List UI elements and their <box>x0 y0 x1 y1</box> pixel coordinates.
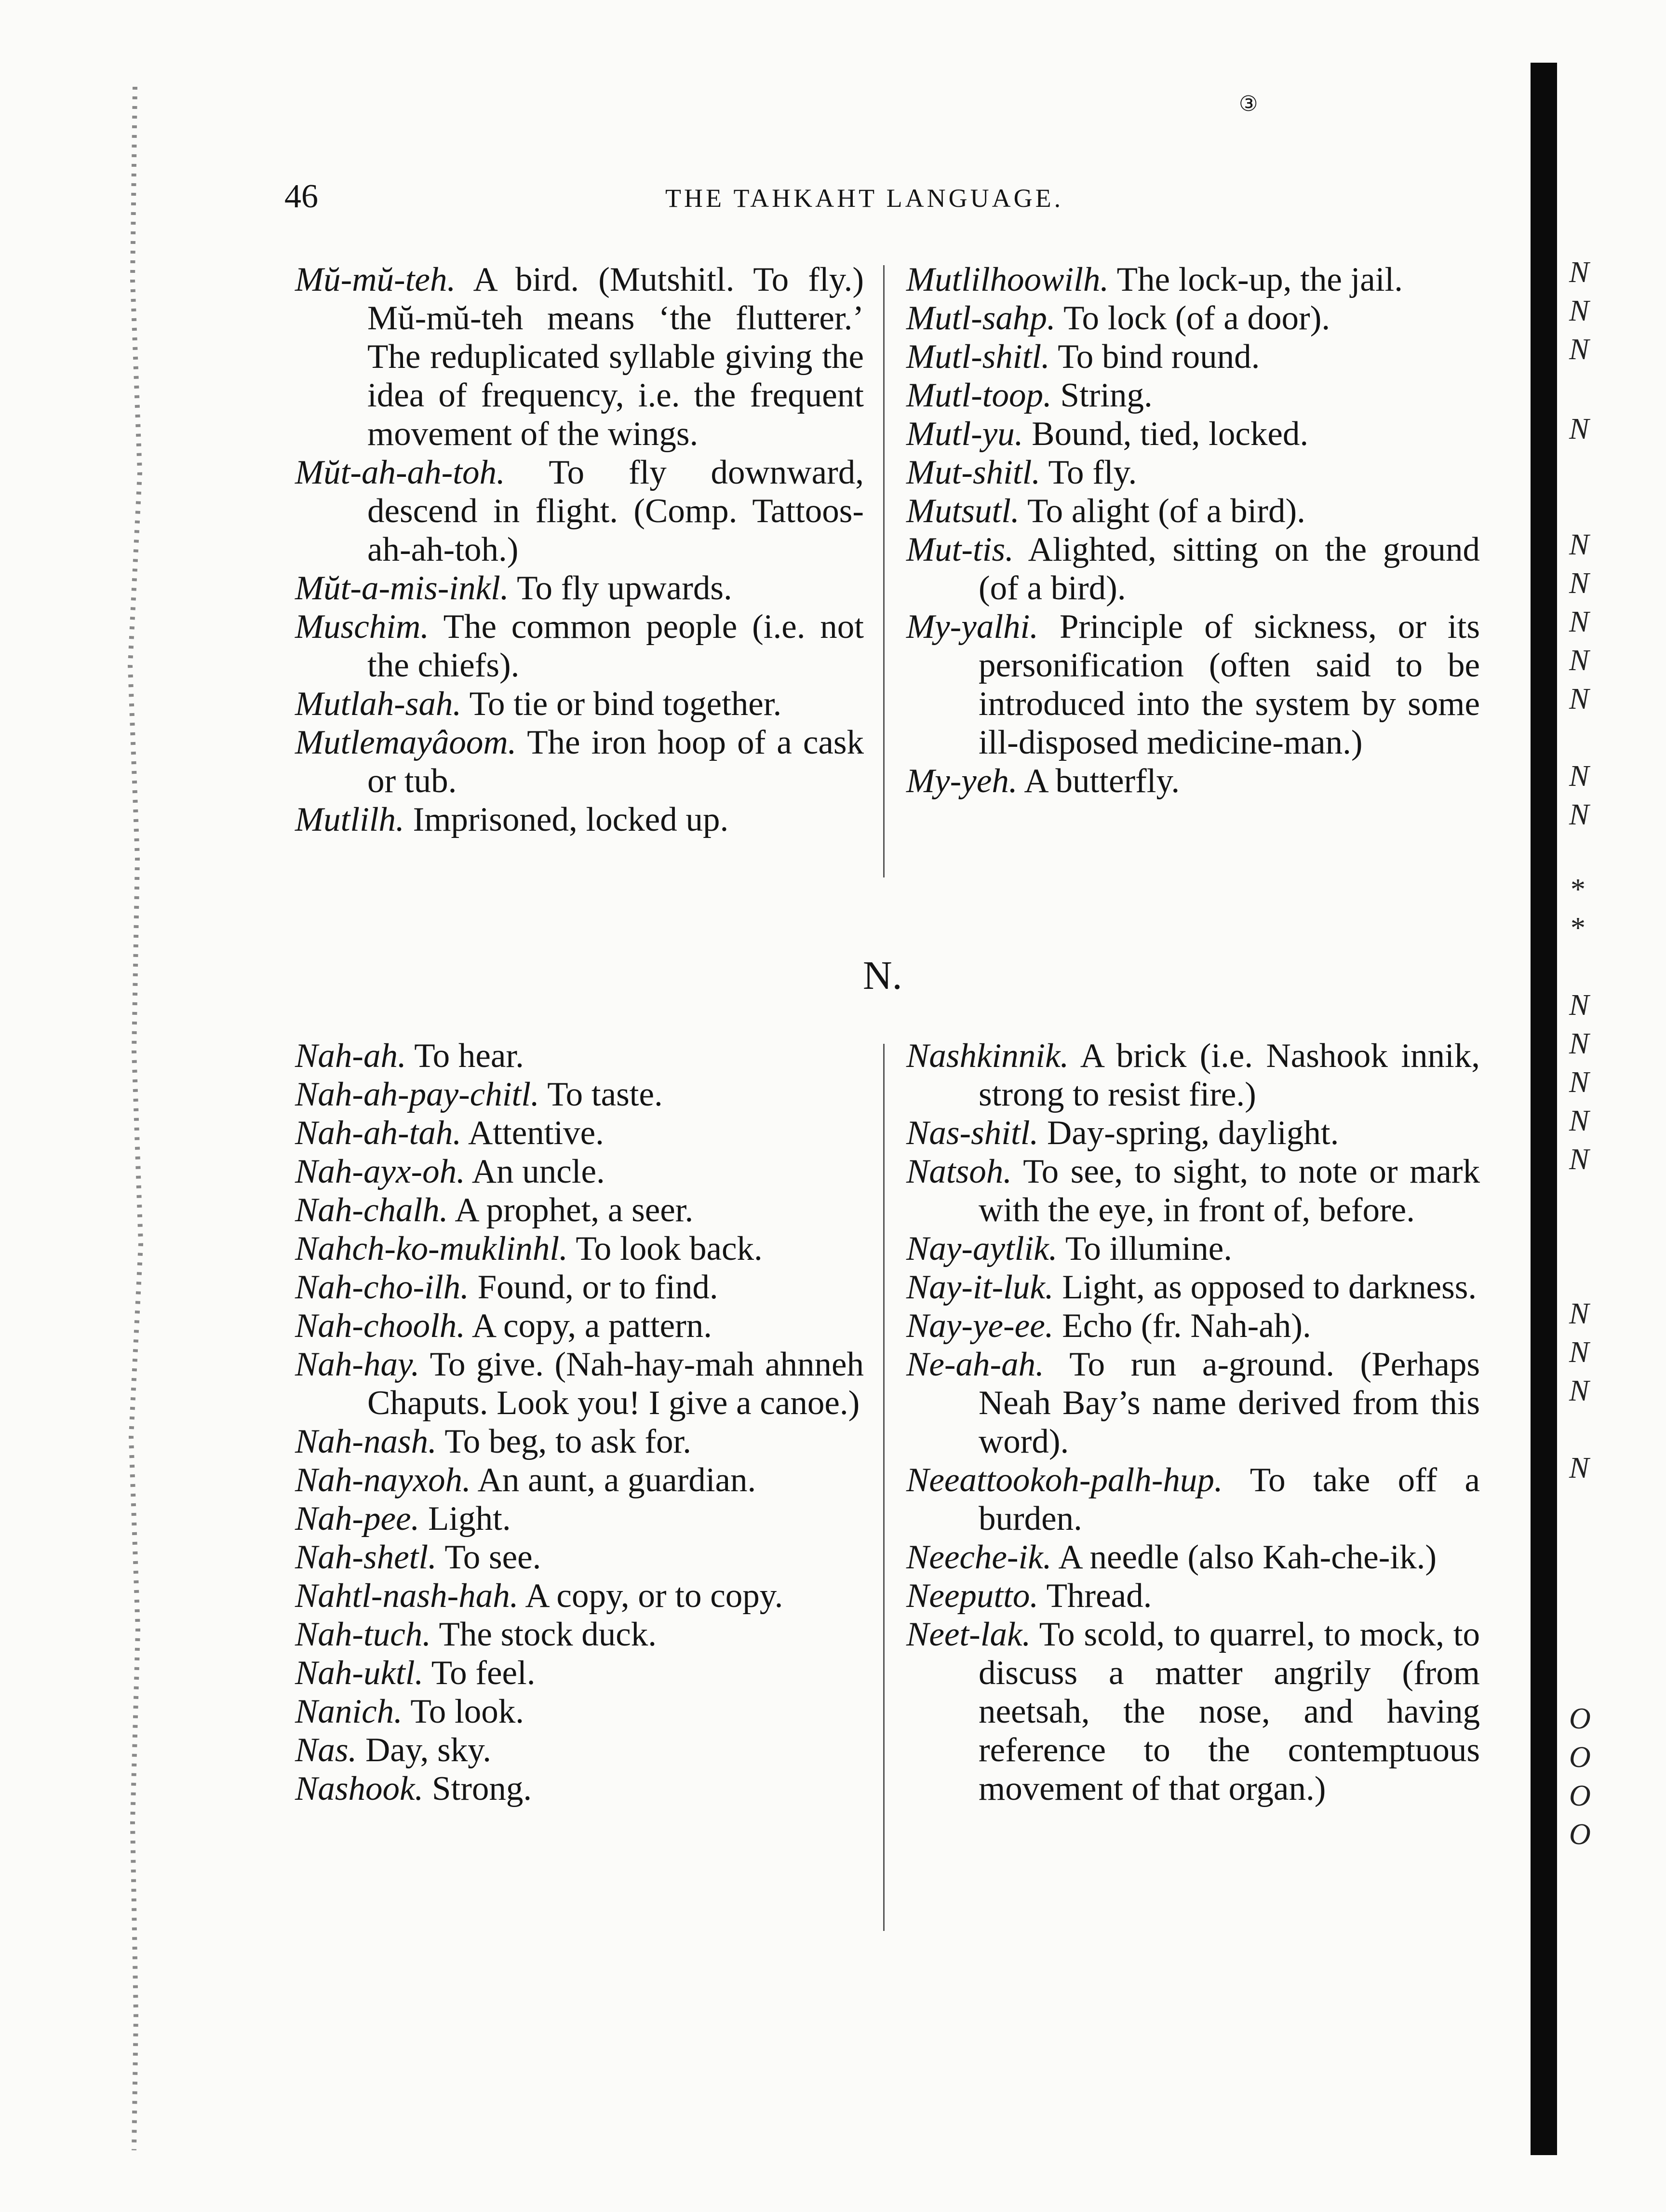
column-divider <box>883 1044 885 1931</box>
entry <box>295 569 864 607</box>
headword: Nah-cho-ilh. <box>295 1268 469 1306</box>
headword: Mut-shitl. <box>906 454 1041 491</box>
definition: Light, as opposed to darkness. <box>1062 1268 1477 1306</box>
headword: Mutlah-sah. <box>295 685 462 723</box>
definition: Found, or to find. <box>477 1268 718 1306</box>
next-page-fragment: * <box>1569 873 1584 906</box>
definition: To bind round. <box>1058 338 1260 376</box>
headword: Nas. <box>295 1731 357 1769</box>
definition: To taste. <box>547 1076 663 1113</box>
entry <box>906 299 1480 337</box>
entry <box>906 530 1480 607</box>
headword: Nah-ah. <box>295 1037 406 1075</box>
column-divider <box>883 265 885 877</box>
definition: To tie or bind together. <box>469 685 782 723</box>
next-page-fragment: O <box>1569 1702 1591 1735</box>
definition: To fly upwards. <box>517 569 732 607</box>
page-edge-bar <box>1531 63 1557 2155</box>
next-page-fragment: O <box>1569 1818 1591 1851</box>
headword: Nay-ye-ee. <box>906 1307 1054 1345</box>
headword: Nay-it-luk. <box>906 1268 1054 1306</box>
definition: A needle (also Kah-che-ik.) <box>1058 1538 1437 1576</box>
definition: A prophet, a seer. <box>455 1191 694 1229</box>
headword: Nashkinnik. <box>906 1037 1069 1075</box>
definition: To fly. <box>1048 454 1137 491</box>
entry <box>295 260 864 453</box>
headword: Nah-shetl. <box>295 1538 437 1576</box>
next-page-fragment: N <box>1569 1452 1589 1484</box>
definition: To fly downward, descend in flight. (Comp. Tattoos-ah-ah-toh.) <box>367 454 864 568</box>
next-page-fragment: N <box>1569 644 1589 677</box>
running-head: THE TAHKAHT LANGUAGE. <box>665 184 1064 213</box>
entry <box>295 1615 864 1654</box>
next-page-fragment: N <box>1569 1066 1589 1099</box>
headword: Mutl-shitl. <box>906 338 1050 376</box>
headword: Mutlilh. <box>295 801 404 838</box>
headword: Nahtl-nash-hah. <box>295 1577 519 1615</box>
entry <box>295 1538 864 1577</box>
entry <box>295 1307 864 1345</box>
definition: A copy, a pattern. <box>471 1307 712 1345</box>
headword: Nah-hay. <box>295 1346 420 1383</box>
headword: Neet-lak. <box>906 1616 1031 1653</box>
headword: My-yalhi. <box>906 608 1039 646</box>
headword: Nah-nash. <box>295 1423 437 1460</box>
definition: To lock (of a door). <box>1063 299 1330 337</box>
headword: Mŭ-mŭ-teh. <box>295 261 456 298</box>
next-page-fragment: N <box>1569 1375 1589 1407</box>
definition: Attentive. <box>468 1114 604 1152</box>
headword: Neeche-ik. <box>906 1538 1052 1576</box>
next-page-fragment: N <box>1569 528 1589 561</box>
headword: Mutlemayâoom. <box>295 724 517 761</box>
definition: An aunt, a guardian. <box>477 1461 756 1499</box>
headword: Nahch-ko-muklinhl. <box>295 1230 568 1268</box>
entry <box>295 1769 864 1808</box>
headword: Nanich. <box>295 1693 403 1730</box>
headword: Nah-chalh. <box>295 1191 448 1229</box>
entry <box>295 723 864 800</box>
next-page-fragment: * <box>1569 912 1584 944</box>
binding-edge <box>106 87 164 2150</box>
entry <box>906 1037 1480 1114</box>
next-page-fragment: N <box>1569 1336 1589 1369</box>
headword: Nah-nayxoh. <box>295 1461 471 1499</box>
definition: A copy, or to copy. <box>525 1577 783 1615</box>
next-page-fragment: N <box>1569 1105 1589 1137</box>
next-page-fragment: N <box>1569 989 1589 1022</box>
headword: Nah-uktl. <box>295 1654 424 1692</box>
next-page-fragment: O <box>1569 1780 1591 1812</box>
entry <box>906 607 1480 762</box>
entry <box>295 453 864 569</box>
definition: To beg, to ask for. <box>444 1423 692 1460</box>
entry <box>906 453 1480 492</box>
definition: Alighted, sitting on the ground (of a bird). <box>979 531 1480 607</box>
page-number: 46 <box>284 178 318 215</box>
entry <box>295 1191 864 1229</box>
definition: The lock-up, the jail. <box>1116 261 1403 298</box>
entry <box>906 1229 1480 1268</box>
headword: Mutl-sahp. <box>906 299 1056 337</box>
entry <box>906 1461 1480 1538</box>
entry <box>906 1615 1480 1808</box>
entry <box>906 337 1480 376</box>
definition: To run a-ground. (Perhaps Neah Bay’s name derived from this word). <box>979 1346 1480 1460</box>
right-column-lower <box>906 1037 1480 1808</box>
definition: Echo (fr. Nah-ah). <box>1062 1307 1311 1345</box>
headword: My-yeh. <box>906 762 1018 800</box>
headword: Nah-ah-tah. <box>295 1114 462 1152</box>
definition: Light. <box>428 1500 511 1538</box>
right-column-upper <box>906 260 1480 800</box>
definition: Strong. <box>432 1770 532 1807</box>
next-page-fragment: O <box>1569 1741 1591 1774</box>
headword: Neeputto. <box>906 1577 1039 1615</box>
entry <box>906 762 1480 800</box>
ornament-mark: ③ <box>1239 92 1258 116</box>
entry <box>906 1307 1480 1345</box>
entry <box>295 1654 864 1692</box>
definition: To illumine. <box>1065 1230 1232 1268</box>
definition: To alight (of a bird). <box>1027 492 1305 530</box>
entry <box>295 1114 864 1152</box>
entry <box>906 1114 1480 1152</box>
definition: To scold, to quarrel, to mock, to discuss a matter angrily (from neetsah, the nose, and having reference to the contemptuous movement of that organ.) <box>979 1616 1480 1807</box>
definition: To take off a burden. <box>979 1461 1480 1538</box>
entry <box>295 1229 864 1268</box>
entry <box>295 1075 864 1114</box>
entry <box>906 1152 1480 1229</box>
entry <box>295 1268 864 1307</box>
definition: A brick (i.e. Nashook innik, strong to resist fire.) <box>979 1037 1480 1113</box>
next-page-fragment: N <box>1569 333 1589 366</box>
entry <box>295 800 864 839</box>
definition: Thread. <box>1046 1577 1152 1615</box>
section-heading: N. <box>863 953 902 998</box>
headword: Mutl-yu. <box>906 415 1023 453</box>
headword: Mutsutl. <box>906 492 1020 530</box>
headword: Nay-aytlik. <box>906 1230 1058 1268</box>
entry <box>295 1731 864 1769</box>
entry <box>295 1499 864 1538</box>
entry <box>295 1692 864 1731</box>
entry <box>295 1461 864 1499</box>
definition: String. <box>1060 377 1153 414</box>
next-page-fragment: N <box>1569 1297 1589 1330</box>
entry <box>906 1538 1480 1577</box>
definition: A butterfly. <box>1024 762 1180 800</box>
definition: To see. <box>444 1538 541 1576</box>
definition: To hear. <box>414 1037 524 1075</box>
headword: Mŭt-a-mis-inkl. <box>295 569 509 607</box>
headword: Mutlilhoowilh. <box>906 261 1109 298</box>
definition: To look back. <box>576 1230 763 1268</box>
definition: An uncle. <box>471 1153 605 1190</box>
next-page-fragment: N <box>1569 760 1589 793</box>
left-column-upper <box>295 260 864 839</box>
definition: The iron hoop of a cask or tub. <box>367 724 864 800</box>
headword: Natsoh. <box>906 1153 1012 1190</box>
entry <box>295 1345 864 1422</box>
entry <box>906 260 1480 299</box>
entry <box>906 376 1480 415</box>
headword: Nah-pee. <box>295 1500 420 1538</box>
entry <box>906 1268 1480 1307</box>
next-page-fragment: N <box>1569 256 1589 289</box>
definition: Imprisoned, locked up. <box>413 801 729 838</box>
next-page-fragment: N <box>1569 606 1589 638</box>
next-page-fragment: N <box>1569 1027 1589 1060</box>
entry <box>906 492 1480 530</box>
headword: Nashook. <box>295 1770 424 1807</box>
next-page-fragment: N <box>1569 413 1589 445</box>
headword: Neeattookoh-palh-hup. <box>906 1461 1223 1499</box>
next-page-fragment: N <box>1569 567 1589 600</box>
headword: Mŭt-ah-ah-toh. <box>295 454 505 491</box>
entry <box>295 1152 864 1191</box>
headword: Mut-tis. <box>906 531 1014 568</box>
definition: Principle of sickness, or its personification (often said to be introduced into the system by some ill-disposed medicine-man.) <box>979 608 1480 761</box>
headword: Nah-tuch. <box>295 1616 431 1653</box>
definition: To look. <box>410 1693 524 1730</box>
definition: Day-spring, daylight. <box>1047 1114 1339 1152</box>
definition: To give. (Nah-hay-mah ahnneh Chaputs. Look you! I give a canoe.) <box>367 1346 864 1422</box>
definition: Day, sky. <box>365 1731 491 1769</box>
next-page-fragment: N <box>1569 1143 1589 1176</box>
entry <box>295 1422 864 1461</box>
headword: Nah-ah-pay-chitl. <box>295 1076 539 1113</box>
headword: Muschim. <box>295 608 430 646</box>
next-page-fragment: N <box>1569 798 1589 831</box>
definition: To see, to sight, to note or mark with the eye, in front of, before. <box>979 1153 1480 1229</box>
entry <box>906 1577 1480 1615</box>
headword: Nas-shitl. <box>906 1114 1039 1152</box>
next-page-fragment: N <box>1569 295 1589 327</box>
headword: Ne-ah-ah. <box>906 1346 1044 1383</box>
entry <box>295 685 864 723</box>
definition: The stock duck. <box>439 1616 657 1653</box>
headword: Nah-choolh. <box>295 1307 465 1345</box>
entry <box>906 1345 1480 1461</box>
entry <box>295 607 864 685</box>
definition: A bird. (Mutshitl. To fly.) Mŭ-mŭ-teh means ‘the flutterer.’ The reduplicated syllable giving the idea of frequency, i.e. the frequent movement of the wings. <box>367 261 864 453</box>
headword: Nah-ayx-oh. <box>295 1153 465 1190</box>
definition: The common people (i.e. not the chiefs). <box>367 608 864 684</box>
entry <box>295 1577 864 1615</box>
definition: Bound, tied, locked. <box>1032 415 1309 453</box>
entry <box>906 415 1480 453</box>
definition: To feel. <box>431 1654 536 1692</box>
left-column-lower <box>295 1037 864 1808</box>
headword: Mutl-toop. <box>906 377 1052 414</box>
entry <box>295 1037 864 1075</box>
next-page-fragment: N <box>1569 683 1589 715</box>
